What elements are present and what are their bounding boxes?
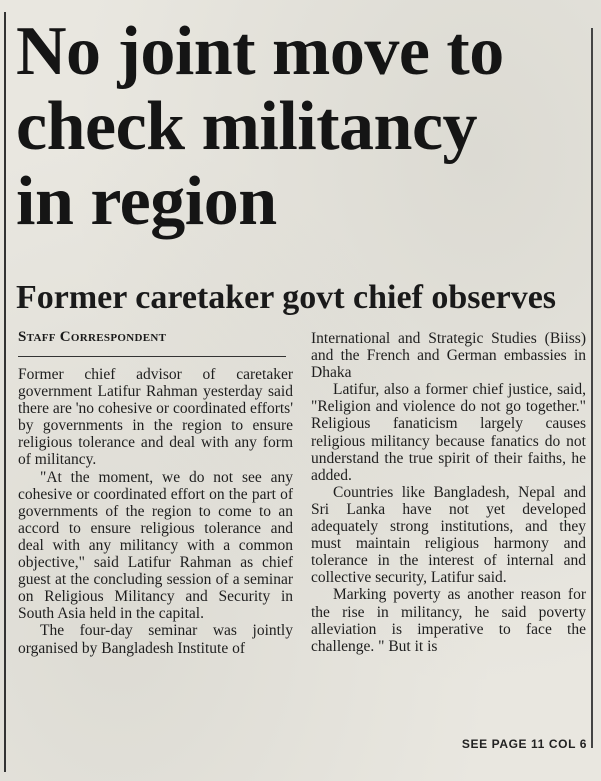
continuation-note: SEE PAGE 11 COL 6 [461,737,587,751]
column-rule-left [4,12,6,772]
paragraph: Marking poverty as another reason for the rise in militancy, he said poverty alleviation is imperative to face the challenge. " But it is [311,586,586,655]
headline-line: check militancy [16,88,478,165]
column-rule-right [591,28,593,748]
article-column-right [311,330,586,655]
headline-line: No joint move to [16,13,504,90]
paragraph: International and Strategic Studies (Biiss) and the French and German embassies in Dhaka [311,330,586,382]
headline [16,14,586,239]
subheadline: Former caretaker govt chief observes [16,279,557,316]
paragraph: Former chief advisor of caretaker government Latifur Rahman yesterday said there are 'no cohesive or coordinated efforts' by governments in the region to ensure religious tolerance and deal with any form of militancy. [18,366,293,469]
byline: Staff Correspondent [18,329,286,357]
article-column-left [18,366,293,657]
paragraph: Latifur, also a former chief justice, said, "Religion and violence do not go together." Religious fanaticism largely causes religious militancy because fanatics do not understand the true spirit of their faiths, he added. [311,381,586,484]
headline-line: in region [16,163,277,240]
paragraph: "At the moment, we do not see any cohesive or coordinated effort on the part of governments of the region to come to an accord to ensure religious tolerance and deal with any militancy with a common objective," said Latifur Rahman as chief guest at the concluding session of a seminar on Religious Militancy and Security in South Asia held in the capital. [18,468,293,623]
paragraph: Countries like Bangladesh, Nepal and Sri Lanka have not yet developed adequately strong institutions, and they must maintain religious harmony and tolerance in the interest of internal and collective security, Latifur said. [311,483,586,587]
paragraph: The four-day seminar was jointly organised by Bangladesh Institute of [18,622,293,657]
